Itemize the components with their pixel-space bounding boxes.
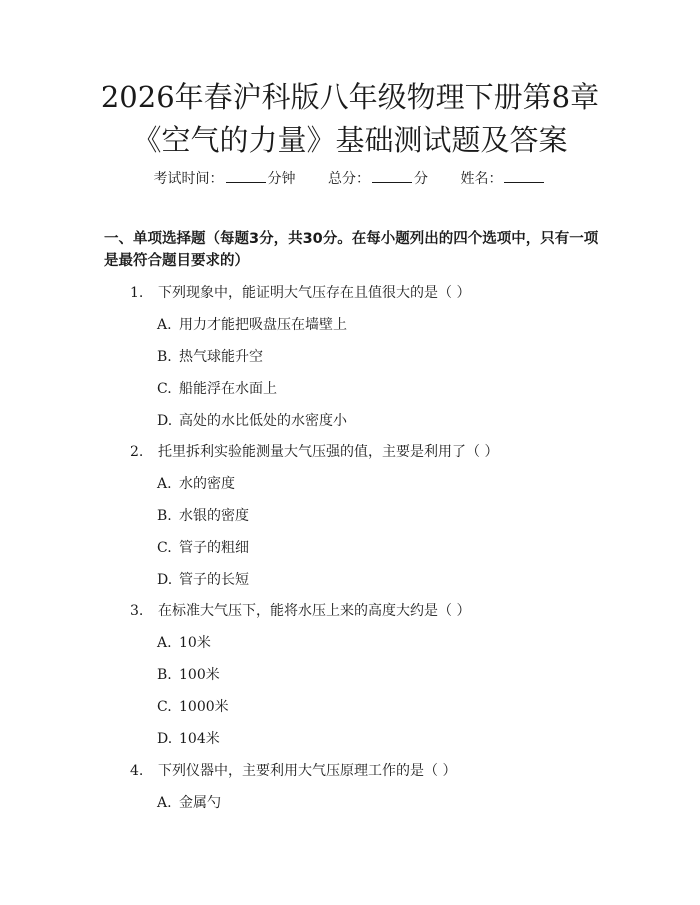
option-letter: D. xyxy=(157,572,173,588)
option-text: 水银的密度 xyxy=(179,508,249,524)
exam-time-field xyxy=(154,171,296,187)
option-text: 热气球能升空 xyxy=(179,349,263,365)
section-heading: 一、单项选择题（每题3分，共30分。在每小题列出的四个选项中，只有一项是最符合题目要求的） xyxy=(104,231,599,269)
question-2-option-d xyxy=(157,569,249,589)
question-3-option-d xyxy=(157,728,220,748)
option-text: 金属勺 xyxy=(179,795,221,811)
question-number: 2. xyxy=(130,444,144,460)
option-text: 高处的水比低处的水密度小 xyxy=(179,413,347,429)
question-3-option-a xyxy=(157,632,211,652)
document-title: 2026年春沪科版八年级物理下册第8章《空气的力量》基础测试题及答案 xyxy=(100,80,600,157)
option-letter: D. xyxy=(157,731,173,747)
question-2-option-a xyxy=(157,473,235,493)
option-letter: C. xyxy=(157,540,172,556)
question-3-option-c xyxy=(157,696,229,716)
option-letter: A. xyxy=(157,476,172,492)
option-letter: B. xyxy=(157,508,172,524)
question-4-option-a xyxy=(157,792,221,812)
option-text: 水的密度 xyxy=(179,476,235,492)
question-1-option-d xyxy=(157,410,347,430)
question-1 xyxy=(130,282,470,302)
total-score-unit: 分 xyxy=(414,171,428,187)
student-name-blank xyxy=(504,170,544,183)
option-letter: C. xyxy=(157,699,172,715)
total-score-blank xyxy=(372,170,412,183)
option-letter: A. xyxy=(157,795,172,811)
option-text: 管子的长短 xyxy=(179,572,249,588)
option-text: 管子的粗细 xyxy=(179,540,249,556)
option-text: 100米 xyxy=(179,667,220,683)
question-3 xyxy=(130,600,470,620)
question-number: 3. xyxy=(130,603,144,619)
option-text: 104米 xyxy=(179,731,220,747)
option-text: 10米 xyxy=(179,635,211,651)
total-score-field xyxy=(328,171,428,187)
question-text: 托里拆利实验能测量大气压强的值，主要是利用了（ ） xyxy=(158,444,499,460)
exam-info-line xyxy=(0,168,700,188)
student-name-field xyxy=(460,171,546,187)
option-letter: B. xyxy=(157,667,172,683)
question-4 xyxy=(130,760,456,780)
question-3-option-b xyxy=(157,664,220,684)
question-2 xyxy=(130,441,498,461)
option-text: 船能浮在水面上 xyxy=(179,381,277,397)
question-1-option-a xyxy=(157,314,347,334)
question-text: 下列仪器中，主要利用大气压原理工作的是（ ） xyxy=(158,763,457,779)
question-2-option-b xyxy=(157,505,249,525)
option-letter: C. xyxy=(157,381,172,397)
option-letter: D. xyxy=(157,413,173,429)
option-letter: A. xyxy=(157,317,172,333)
exam-time-label: 考试时间： xyxy=(153,171,224,187)
option-text: 1000米 xyxy=(179,699,229,715)
option-letter: B. xyxy=(157,349,172,365)
total-score-label: 总分： xyxy=(328,171,370,187)
option-letter: A. xyxy=(157,635,172,651)
question-1-option-b xyxy=(157,346,263,366)
question-number: 4. xyxy=(130,763,144,779)
exam-time-blank xyxy=(226,170,266,183)
question-2-option-c xyxy=(157,537,249,557)
exam-time-unit: 分钟 xyxy=(267,171,296,187)
question-number: 1. xyxy=(130,285,144,301)
question-1-option-c xyxy=(157,378,277,398)
question-text: 在标准大气压下，能将水压上来的高度大约是（ ） xyxy=(158,603,471,619)
question-text: 下列现象中，能证明大气压存在且值很大的是（ ） xyxy=(158,285,471,301)
option-text: 用力才能把吸盘压在墙壁上 xyxy=(179,317,347,333)
student-name-label: 姓名： xyxy=(460,171,503,187)
